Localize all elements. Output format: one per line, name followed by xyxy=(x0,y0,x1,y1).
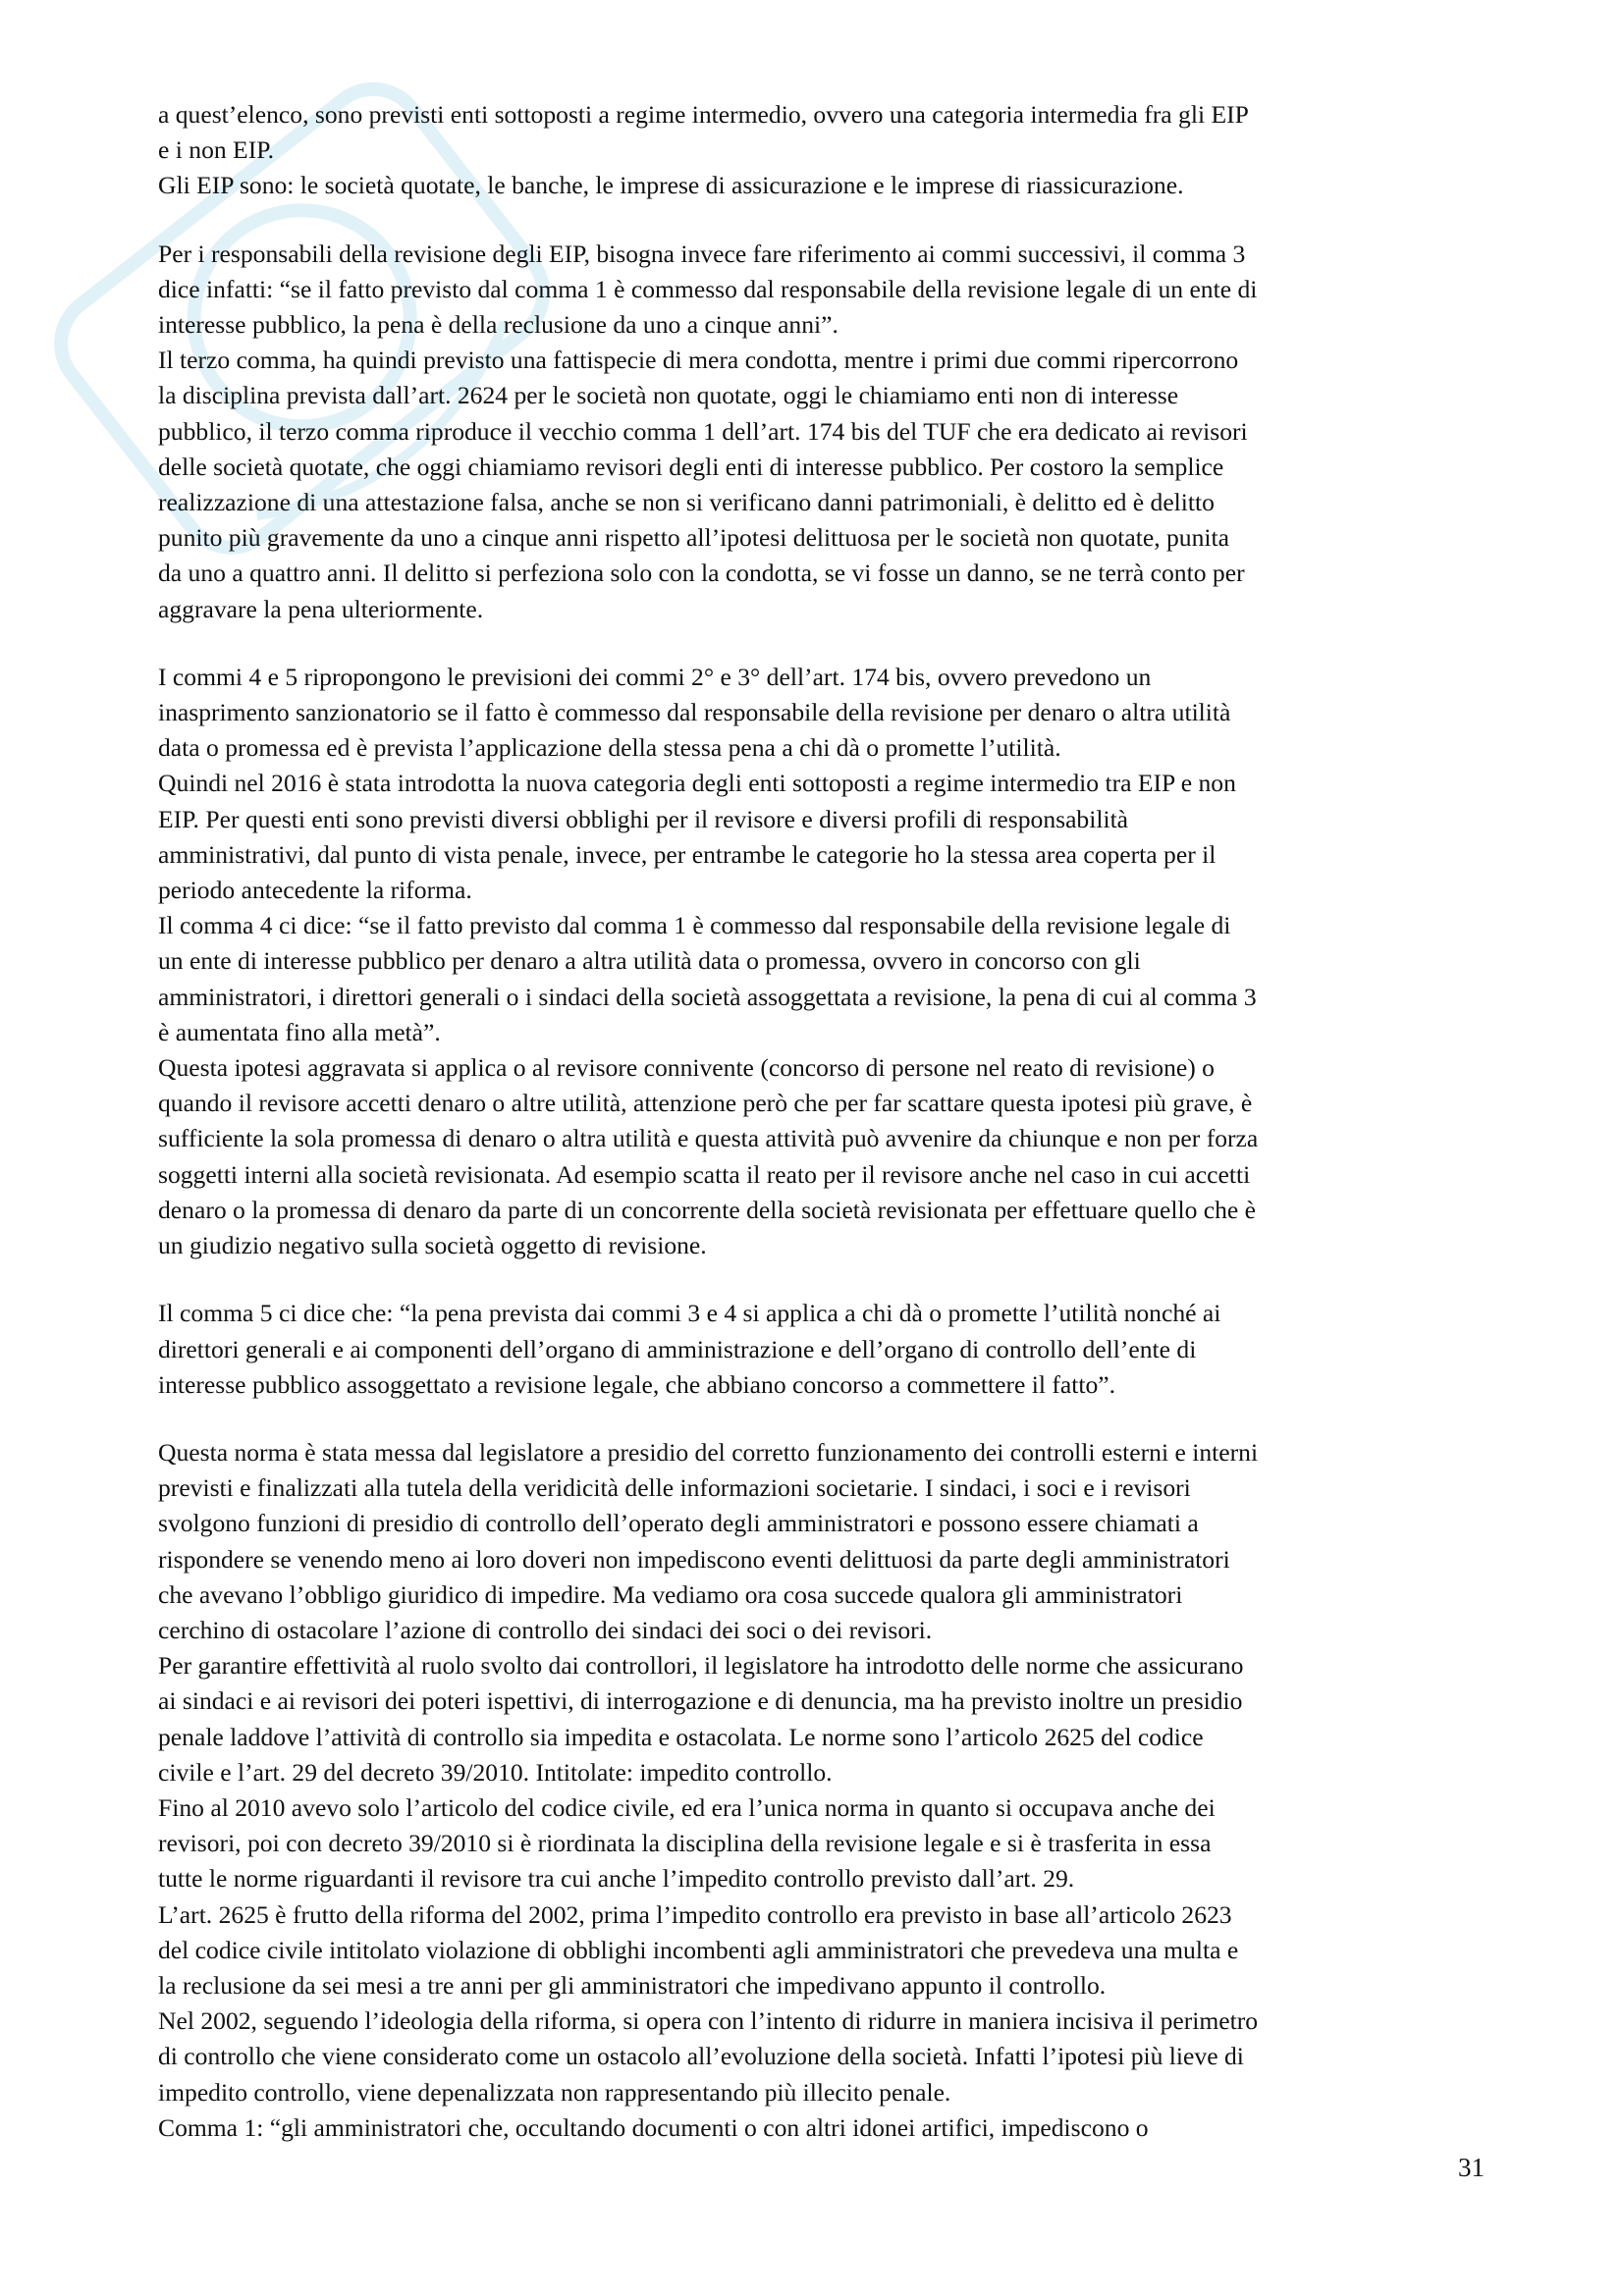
text-line: interesse pubblico assoggettato a revisione legale, che abbiano concorso a commettere il fatto”. xyxy=(158,1369,1116,1399)
text-line: periodo antecedente la riforma. xyxy=(158,876,472,905)
text-line: direttori generali e ai componenti dell’organo di amministrazione e dell’organo di controllo dell’ente di xyxy=(158,1334,1197,1363)
text-line: Comma 1: “gli amministratori che, occultando documenti o con altri idonei artifici, impediscono o xyxy=(158,2112,1149,2142)
text-line: la reclusione da sei mesi a tre anni per gli amministratori che impedivano appunto il controllo. xyxy=(158,1970,1107,2000)
text-line: previsti e finalizzati alla tutela della veridicità delle informazioni societarie. I sindaci, i soci e i revisori xyxy=(158,1473,1191,1503)
text-line: Fino al 2010 avevo solo l’articolo del codice civile, ed era l’unica norma in quanto si occupava anche dei xyxy=(158,1792,1216,1822)
text-line: Il comma 4 ci dice: “se il fatto previsto dal comma 1 è commesso dal responsabile della revisione legale di xyxy=(158,911,1231,940)
paragraph-gap xyxy=(158,1403,1488,1435)
text-line: aggravare la pena ulteriormente. xyxy=(158,594,484,623)
page-number: 31 xyxy=(1458,2153,1485,2182)
text-line: quando il revisore accetti denaro o altre utilità, attenzione però che per far scattare questa ipotesi più grave, è xyxy=(158,1089,1253,1118)
text-line: penale laddove l’attività di controllo sia impedita e ostacolata. Le norme sono l’articolo 2625 del codice xyxy=(158,1722,1204,1751)
text-line: rispondere se venendo meno ai loro doveri non impediscono eventi delittuosi da parte degli amministratori xyxy=(158,1544,1230,1574)
document-body xyxy=(158,97,1488,2146)
text-line: Questa norma è stata messa dal legislatore a presidio del corretto funzionamento dei controlli esterni e interni xyxy=(158,1437,1259,1467)
text-line: svolgono funzioni di presidio di controllo dell’operato degli amministratori e possono essere chiamati a xyxy=(158,1509,1199,1538)
paragraph-gap xyxy=(158,627,1488,660)
text-line: Per garantire effettività al ruolo svolto dai controllori, il legislatore ha introdotto delle norme che assicurano xyxy=(158,1651,1244,1681)
text-line: cerchino di ostacolare l’azione di controllo dei sindaci dei soci o dei revisori. xyxy=(158,1615,933,1644)
text-line: delle società quotate, che oggi chiamiamo revisori degli enti di interesse pubblico. Per costoro la semplice xyxy=(158,452,1224,481)
text-line: civile e l’art. 29 del decreto 39/2010. Intitolate: impedito controllo. xyxy=(158,1757,833,1787)
text-line: I commi 4 e 5 ripropongono le previsioni dei commi 2° e 3° dell’art. 174 bis, ovvero prevedono un xyxy=(158,662,1152,691)
text-line: L’art. 2625 è frutto della riforma del 2002, prima l’impedito controllo era previsto in base all’articolo 2623 xyxy=(158,1899,1232,1929)
text-line: sufficiente la sola promessa di denaro o altra utilità e questa attività può avvenire da chiunque e non per forza xyxy=(158,1124,1259,1153)
text-line: amministratori, i direttori generali o i sindaci della società assoggettata a revisione, la pena di cui al comma 3 xyxy=(158,982,1257,1011)
text-line: Questa ipotesi aggravata si applica o al revisore connivente (concorso di persone nel reato di revisione) o xyxy=(158,1053,1215,1083)
text-line: dice infatti: “se il fatto previsto dal comma 1 è commesso dal responsabile della revisione legale di un ente di xyxy=(158,274,1258,303)
text-line: revisori, poi con decreto 39/2010 si è riordinata la disciplina della revisione legale e si è trasferita in essa xyxy=(158,1829,1212,1858)
text-line: data o promessa ed è prevista l’applicazione della stessa pena a chi dà o promette l’utilità. xyxy=(158,733,1061,763)
text-line: Quindi nel 2016 è stata introdotta la nuova categoria degli enti sottoposti a regime intermedio tra EIP e non xyxy=(158,769,1236,798)
paragraph-gap xyxy=(158,1263,1488,1296)
text-line: e i non EIP. xyxy=(158,135,275,165)
text-line: Gli EIP sono: le società quotate, le banche, le imprese di assicurazione e le imprese di riassicurazione. xyxy=(158,171,1184,200)
text-line: impedito controllo, viene depenalizzata non rappresentando più illecito penale. xyxy=(158,2077,951,2107)
text-line: di controllo che viene considerato come un ostacolo all’evoluzione della società. Infatti l’ipotesi più lieve di xyxy=(158,2042,1244,2071)
text-line: Per i responsabili della revisione degli EIP, bisogna invece fare riferimento ai commi successivi, il comma 3 xyxy=(158,239,1246,268)
text-line: soggetti interni alla società revisionata. Ad esempio scatta il reato per il revisore anche nel caso in cui accetti xyxy=(158,1159,1251,1189)
text-line: Il terzo comma, ha quindi previsto una fattispecie di mera condotta, mentre i primi due commi ripercorrono xyxy=(158,346,1239,375)
text-line: un ente di interesse pubblico per denaro a altra utilità data o promessa, ovvero in concorso con gli xyxy=(158,946,1141,976)
text-line: denaro o la promessa di denaro da parte di un concorrente della società revisionata per effettuare quello che è xyxy=(158,1195,1257,1224)
text-line: Nel 2002, seguendo l’ideologia della riforma, si opera con l’intento di ridurre in maniera incisiva il perimetro xyxy=(158,2006,1259,2036)
text-line: punito più gravemente da uno a cinque anni rispetto all’ipotesi delittuosa per le società non quotate, punita xyxy=(158,523,1229,553)
text-line: tutte le norme riguardanti il revisore tra cui anche l’impedito controllo previsto dall’art. 29. xyxy=(158,1864,1075,1894)
text-line: pubblico, il terzo comma riproduce il vecchio comma 1 dell’art. 174 bis del TUF che era dedicato ai revisori xyxy=(158,416,1248,446)
text-line: inasprimento sanzionatorio se il fatto è commesso dal responsabile della revisione per denaro o altra utilità xyxy=(158,698,1231,727)
text-line: la disciplina prevista dall’art. 2624 per le società non quotate, oggi le chiamiamo enti non di interesse xyxy=(158,381,1179,410)
text-line: interesse pubblico, la pena è della reclusione da uno a cinque anni”. xyxy=(158,310,839,340)
text-line: un giudizio negativo sulla società oggetto di revisione. xyxy=(158,1231,707,1260)
text-line: del codice civile intitolato violazione di obblighi incombenti agli amministratori che prevedeva una multa e xyxy=(158,1935,1239,1964)
text-line: da uno a quattro anni. Il delitto si perfeziona solo con la condotta, se vi fosse un danno, se ne terrà conto per xyxy=(158,559,1245,588)
paragraph-gap xyxy=(158,204,1488,237)
text-line: realizzazione di una attestazione falsa, anche se non si verificano danni patrimoniali, è delitto ed è delitto xyxy=(158,488,1215,517)
text-line: è aumentata fino alla metà”. xyxy=(158,1017,441,1046)
text-line: a quest’elenco, sono previsti enti sottoposti a regime intermedio, ovvero una categoria intermedia fra gli EIP xyxy=(158,100,1249,129)
text-line: EIP. Per questi enti sono previsti diversi obblighi per il revisore e diversi profili di responsabilità xyxy=(158,804,1129,833)
text-line: amministrativi, dal punto di vista penale, invece, per entrambe le categorie ho la stessa area coperta per il xyxy=(158,839,1217,869)
text-line: che avevano l’obbligo giuridico di impedire. Ma vediamo ora cosa succede qualora gli amministratori xyxy=(158,1579,1183,1609)
text-line: ai sindaci e ai revisori dei poteri ispettivi, di interrogazione e di denuncia, ma ha previsto inoltre un presidio xyxy=(158,1686,1243,1716)
text-line: Il comma 5 ci dice che: “la pena prevista dai commi 3 e 4 si applica a chi dà o promette l’utilità nonché ai xyxy=(158,1299,1221,1328)
